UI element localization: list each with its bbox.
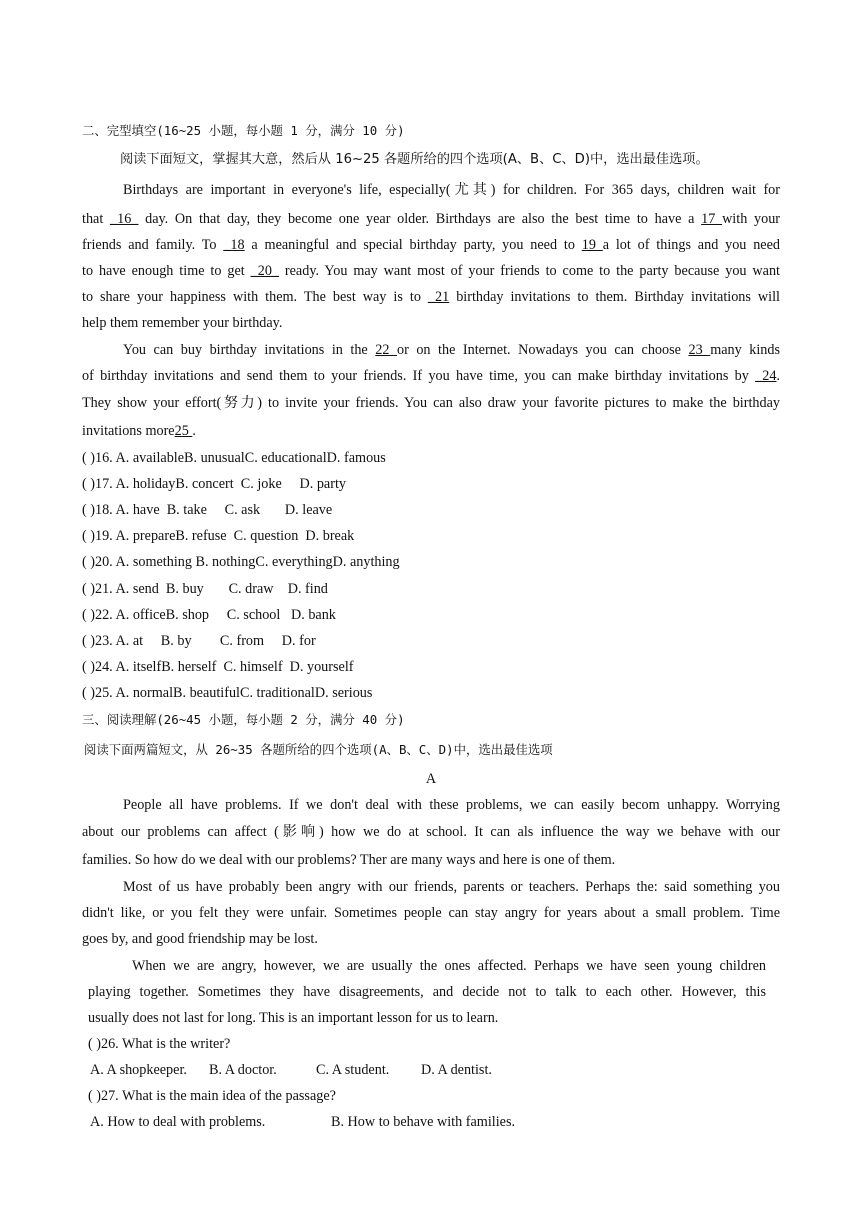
blank-19: 19 bbox=[581, 237, 603, 253]
blank-20: _20_ bbox=[250, 263, 279, 279]
cloze-passage-line: of birthday invitations and send them to your friends. If you have time, you can make birthday invitations by _24. bbox=[82, 368, 780, 384]
blank-25: 25 bbox=[174, 423, 193, 439]
blank-21: _21 bbox=[427, 289, 450, 305]
cloze-passage-line: Birthdays are important in everyone's life, especially(尤其) for children. For 365 days, children wait for bbox=[123, 182, 780, 198]
question-option-line: ( )21. A. send B. buy C. draw D. find bbox=[82, 581, 328, 597]
q26-option-c: C. A student. bbox=[316, 1062, 390, 1078]
cloze-passage-line: friends and family. To _18 a meaningful and special birthday party, you need to 19 a lot of things and you need bbox=[82, 237, 780, 253]
reading-passage-line: families. So how do we deal with our problems? Ther are many ways and here is one of them. bbox=[82, 852, 616, 868]
question-option-line: ( )19. A. prepareB. refuse C. question D. break bbox=[82, 528, 355, 544]
question-option-line: ( )17. A. holidayB. concert C. joke D. party bbox=[82, 476, 346, 492]
blank-17: 17 bbox=[701, 211, 723, 227]
reading-passage-line: usually does not last for long. This is an important lesson for us to learn. bbox=[88, 1010, 499, 1026]
blank-18: _18 bbox=[223, 237, 245, 253]
question-26: ( )26. What is the writer? bbox=[88, 1036, 231, 1052]
question-option-line: ( )23. A. at B. by C. from D. for bbox=[82, 633, 316, 649]
reading-passage-line: Most of us have probably been angry with our friends, parents or teachers. Perhaps the: said something you bbox=[123, 879, 780, 895]
cloze-passage-line: help them remember your birthday. bbox=[82, 315, 283, 331]
reading-passage-line: When we are angry, however, we are usually the ones affected. Perhaps we have seen young children bbox=[132, 958, 766, 974]
q27-option-b: B. How to behave with families. bbox=[331, 1114, 516, 1130]
cloze-passage-line: to have enough time to get _20_ ready. You may want most of your friends to come to the party because you want bbox=[82, 263, 781, 279]
q26-option-b: B. A doctor. bbox=[209, 1062, 277, 1078]
question-27: ( )27. What is the main idea of the passage? bbox=[88, 1088, 336, 1104]
question-option-line: ( )25. A. normalB. beautifulC. traditionalD. serious bbox=[82, 685, 373, 701]
reading-instruction: 阅读下面两篇短文，从 26~35 各题所给的四个选项(A、B、C、D)中，选出最佳选项 bbox=[84, 742, 553, 757]
question-option-line: ( )16. A. availableB. unusualC. educationalD. famous bbox=[82, 450, 386, 466]
blank-22: 22 bbox=[375, 342, 397, 358]
reading-passage-line: about our problems can affect (影响) how we do at school. It can als influence the way we behave with our bbox=[82, 824, 780, 840]
blank-24: _24 bbox=[755, 368, 777, 384]
q27-option-a: A. How to deal with problems. bbox=[90, 1114, 266, 1130]
passage-label: A bbox=[425, 771, 437, 787]
section-heading-cloze: 二、完型填空(16~25 小题，每小题 1 分，满分 10 分) bbox=[82, 123, 405, 138]
cloze-instruction: 阅读下面短文，掌握其大意，然后从 16~25 各题所给的四个选项(A、B、C、D)中，选出最佳选项。 bbox=[120, 152, 709, 167]
q26-option-d: D. A dentist. bbox=[421, 1062, 492, 1078]
cloze-passage-line: that _16_ day. On that day, they become one year older. Birthdays are also the best time to have a 17 with your bbox=[82, 211, 781, 227]
reading-passage-line: People all have problems. If we don't deal with these problems, we can easily becom unhappy. Worrying bbox=[123, 797, 780, 813]
blank-16: _16_ bbox=[110, 211, 139, 227]
q26-option-a: A. A shopkeeper. bbox=[90, 1062, 187, 1078]
question-option-line: ( )22. A. officeB. shop C. school D. bank bbox=[82, 607, 336, 623]
reading-passage-line: goes by, and good friendship may be lost. bbox=[82, 931, 318, 947]
blank-23: 23 bbox=[688, 342, 711, 358]
reading-passage-line: didn't like, or you felt they were unfair. Sometimes people can stay angry for years about a small problem. Time bbox=[82, 905, 780, 921]
question-option-line: ( )24. A. itselfB. herself C. himself D. yourself bbox=[82, 659, 354, 675]
cloze-passage-line: to share your happiness with them. The best way is to _21 birthday invitations to them. Birthday invitations will bbox=[82, 289, 780, 305]
question-option-line: ( )20. A. something B. nothingC. everythingD. anything bbox=[82, 554, 400, 570]
cloze-passage-line: You can buy birthday invitations in the 22 or on the Internet. Nowadays you can choose 23 many kinds bbox=[123, 342, 780, 358]
question-option-line: ( )18. A. have B. take C. ask D. leave bbox=[82, 502, 333, 518]
cloze-passage-line: invitations more25 . bbox=[82, 423, 196, 439]
section-heading-reading: 三、阅读理解(26~45 小题，每小题 2 分，满分 40 分) bbox=[82, 712, 405, 727]
reading-passage-line: playing together. Sometimes they have disagreements, and decide not to talk to each other. However, this bbox=[88, 984, 766, 1000]
cloze-passage-line: They show your effort(努力) to invite your friends. You can also draw your favorite pictures to make the birthday bbox=[82, 395, 780, 411]
